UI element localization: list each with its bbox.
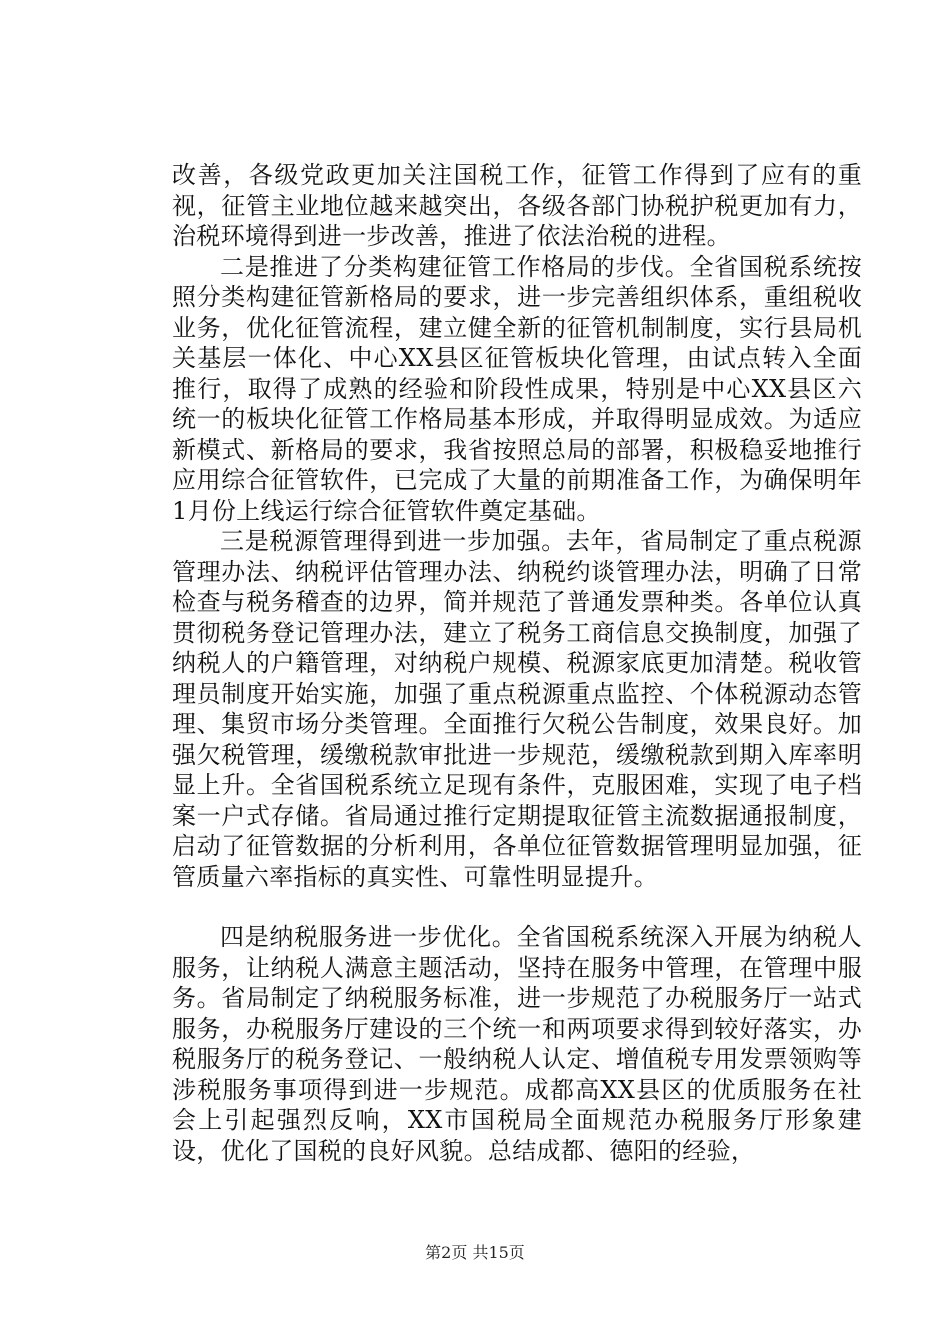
paragraph-continuation: 改善，各级党政更加关注国税工作，征管工作得到了应有的重视，征管主业地位越来越突出，各级各部门协税护税更加有力，治税环境得到进一步改善，推进了依法治税的进程。 bbox=[172, 161, 862, 250]
paragraph-three: 三是税源管理得到进一步加强。去年，省局制定了重点税源管理办法、纳税评估管理办法、纳税约谈管理办法，明确了日常检查与税务稽查的边界，简并规范了普通发票种类。各单位认真贯彻税务登记管理办法，建立了税务工商信息交换制度，加强了纳税人的户籍管理，对纳税户规模、税源家底更加清楚。税收管理员制度开始实施，加强了重点税源重点监控、个体税源动态管理、集贸市场分类管理。全面推行欠税公告制度，效果良好。加强欠税管理，缓缴税款审批进一步规范，缓缴税款到期入库率明显上升。全省国税系统立足现有条件，克服困难，实现了电子档案一户式存储。省局通过推行定期提取征管主流数据通报制度，启动了征管数据的分析利用，各单位征管数据管理明显加强，征管质量六率指标的真实性、可靠性明显提升。 bbox=[172, 527, 862, 891]
document-body bbox=[172, 160, 862, 1166]
page-number-footer: 第2页 共15页 bbox=[425, 1243, 525, 1262]
paragraph-four: 四是纳税服务进一步优化。全省国税系统深入开展为纳税人服务，让纳税人满意主题活动，坚持在服务中管理，在管理中服务。省局制定了纳税服务标准，进一步规范了办税服务厅一站式服务，办税服务厅建设的三个统一和两项要求得到较好落实，办税服务厅的税务登记、一般纳税人认定、增值税专用发票领购等涉税服务事项得到进一步规范。成都高XX县区的优质服务在社会上引起强烈反响，XX市国税局全面规范办税服务厅形象建设，优化了国税的良好风貌。总结成都、德阳的经验， bbox=[172, 923, 862, 1165]
paragraph-two: 二是推进了分类构建征管工作格局的步伐。全省国税系统按照分类构建征管新格局的要求，进一步完善组织体系，重组税收业务，优化征管流程，建立健全新的征管机制制度，实行县局机关基层一体化、中心XX县区征管板块化管理，由试点转入全面推行，取得了成熟的经验和阶段性成果，特别是中心XX县区六统一的板块化征管工作格局基本形成，并取得明显成效。为适应新模式、新格局的要求，我省按照总局的部署，积极稳妥地推行应用综合征管软件，已完成了大量的前期准备工作，为确保明年1月份上线运行综合征管软件奠定基础。 bbox=[172, 252, 862, 525]
paragraph-spacer bbox=[172, 892, 862, 922]
